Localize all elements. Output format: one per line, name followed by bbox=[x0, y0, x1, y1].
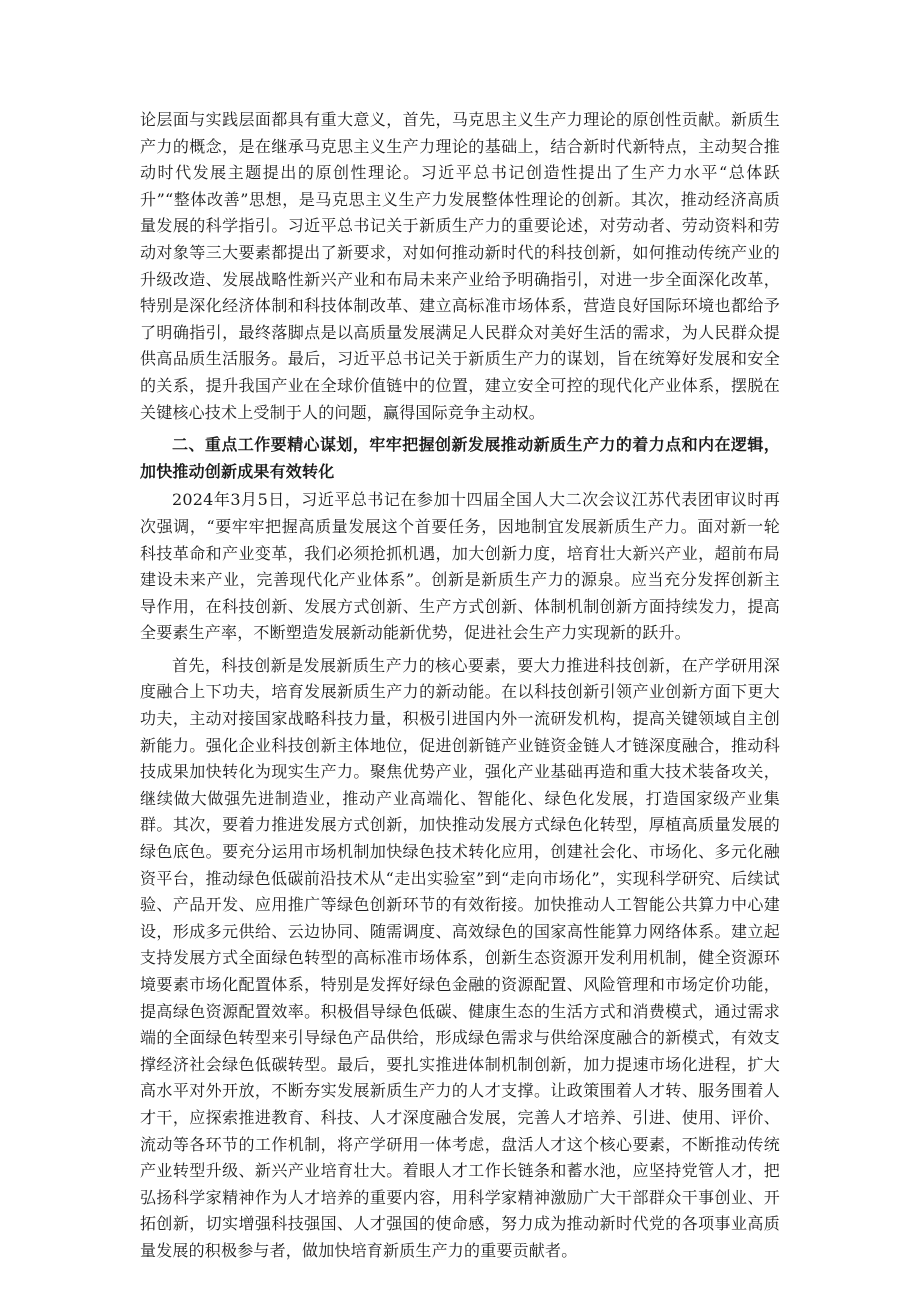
paragraph-2: 2024年3月5日，习近平总书记在参加十四届全国人大二次会议江苏代表团审议时再次强调，“要牢牢把握高质量发展这个首要任务，因地制宜发展新质生产力。面对新一轮科技革命和产业变革，我们必须抢抓机遇，加大创新力度，培育壮大新兴产业，超前布局建设未来产业，完善现代化产业体系”。创新是新质生产力的源泉。应当充分发挥创新主导作用，在科技创新、发展方式创新、生产方式创新、体制机制创新方面持续发力，提高全要素生产率，不断塑造发展新动能新优势，促进社会生产力实现新的跃升。 bbox=[140, 490, 780, 643]
paragraph-1: 论层面与实践层面都具有重大意义，首先，马克思主义生产力理论的原创性贡献。新质生产力的概念，是在继承马克思主义生产力理论的基础上，结合新时代新特点，主动契合推动时代发展主题提出的原创性理论。习近平总书记创造性提出了生产力水平“总体跃升”“整体改善”思想，是马克思主义生产力发展整体性理论的创新。其次，推动经济高质量发展的科学指引。习近平总书记关于新质生产力的重要论述，对劳动者、劳动资料和劳动对象等三大要素都提出了新要求，对如何推动新时代的科技创新，如何推动传统产业的升级改造、发展战略性新兴产业和布局未来产业给予明确指引，对进一步全面深化改革，特别是深化经济体制和科技体制改革、建立高标准市场体系，营造良好国际环境也都给予了明确指引，最终落脚点是以高质量发展满足人民群众对美好生活的需求，为人民群众提供高品质生活服务。最后，习近平总书记关于新质生产力的谋划，旨在统筹好发展和安全的关系，提升我国产业在全球价值链中的位置，建立安全可控的现代化产业体系，摆脱在关键核心技术上受制于人的问题，赢得国际竞争主动权。 bbox=[140, 110, 780, 422]
paragraph-3: 首先，科技创新是发展新质生产力的核心要素，要大力推进科技创新，在产学研用深度融合上下功夫，培育发展新质生产力的新动能。在以科技创新引领产业创新方面下更大功夫，主动对接国家战略科技力量，积极引进国内外一流研发机构，提高关键领域自主创新能力。强化企业科技创新主体地位，促进创新链产业链资金链人才链深度融合，推动科技成果加快转化为现实生产力。聚焦优势产业，强化产业基础再造和重大技术装备攻关，继续做大做强先进制造业，推动产业高端化、智能化、绿色化发展，打造国家级产业集群。其次，要着力推进发展方式创新，加快推动发展方式绿色化转型，厚植高质量发展的绿色底色。要充分运用市场机制加快绿色技术转化应用，创建社会化、市场化、多元化融资平台，推动绿色低碳前沿技术从“走出实验室”到“走向市场化”，实现科学研究、后续试验、产品开发、应用推广等绿色创新环节的有效衔接。加快推动人工智能公共算力中心建设，形成多元供给、云边协同、随需调度、高效绿色的国家高性能算力网络体系。建立起支持发展方式全面绿色转型的高标准市场体系，创新生态资源开发利用机制，健全资源环境要素市场化配置体系，特别是发挥好绿色金融的资源配置、风险管理和市场定价功能，提高绿色资源配置效率。积极倡导绿色低碳、健康生态的生活方式和消费模式，通过需求端的全面绿色转型来引导绿色产品供给，形成绿色需求与供给深度融合的新模式，有效支撑经济社会绿色低碳转型。最后，要扎实推进体制机制创新，加力提速市场化进程，扩大高水平对外开放，不断夯实发展新质生产力的人才支撑。让政策围着人才转、服务围着人才干，应探索推进教育、科技、人才深度融合发展，完善人才培养、引进、使用、评价、流动等各环节的工作机制，将产学研用一体考虑，盘活人才这个核心要素，不断推动传统产业转型升级、新兴产业培育壮大。着眼人才工作长链条和蓄水池，应坚持党管人才，把弘扬科学家精神作为人才培养的重要内容，用科学家精神激励广大干部群众干事创业、开拓创新，切实增强科技强国、人才强国的使命感，努力成为推动新时代党的各项事业高质量发展的积极参与者，做加快培育新质生产力的重要贡献者。 bbox=[140, 655, 780, 1260]
document-page bbox=[140, 107, 780, 1265]
section-heading: 二、重点工作要精心谋划，牢牢把握创新发展推动新质生产力的着力点和内在逻辑，加快推动创新成果有效转化 bbox=[140, 435, 780, 481]
